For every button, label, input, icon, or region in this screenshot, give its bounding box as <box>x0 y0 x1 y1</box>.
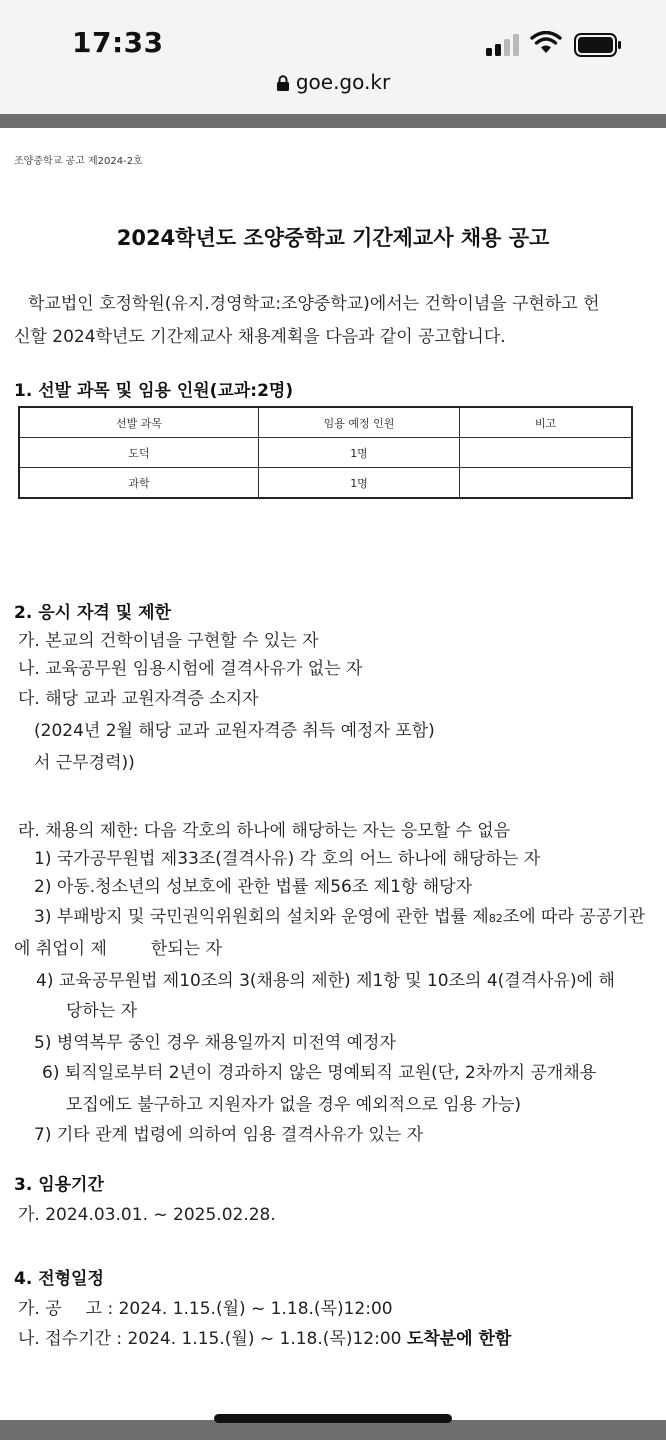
qualification-da-note-2: 서 근무경력)) <box>34 753 135 773</box>
home-indicator[interactable] <box>214 1414 452 1423</box>
table-header: 선발 과목 <box>19 407 259 438</box>
battery-icon <box>574 33 622 57</box>
restriction-ra: 라. 채용의 제한: 다음 각호의 하나에 해당하는 자는 응모할 수 없음 <box>18 821 511 841</box>
table-cell <box>460 468 633 499</box>
restriction-3-cont-b: 한되는 자 <box>150 939 223 959</box>
table-cell: 1명 <box>259 438 460 468</box>
restriction-3-cont-a: 에 취업이 제 <box>14 939 107 959</box>
table-cell <box>460 438 633 468</box>
restriction-1: 1) 국가공무원법 제33조(결격사유) 각 호의 어느 하나에 해당하는 자 <box>34 849 541 869</box>
employment-period: 가. 2024.03.01. ~ 2025.02.28. <box>18 1205 276 1225</box>
restriction-3-cont <box>14 934 222 959</box>
schedule-application <box>18 1324 511 1349</box>
table-row <box>19 468 632 499</box>
restriction-4-cont: 당하는 자 <box>66 1001 138 1021</box>
qualification-ga: 가. 본교의 건학이념을 구현할 수 있는 자 <box>18 631 319 651</box>
schedule-application-note: 도착분에 한함 <box>406 1329 512 1349</box>
restriction-6: 6) 퇴직일로부터 2년이 경과하지 않은 명예퇴직 교원(단, 2차까지 공개채용 <box>42 1063 597 1083</box>
page-bottom-edge <box>0 1420 666 1440</box>
status-bar <box>0 0 666 114</box>
doc-number: 조양중학교 공고 제2024-2호 <box>14 156 143 167</box>
qualification-da-note: (2024년 2월 해당 교과 교원자격증 취득 예정자 포함) <box>34 721 435 741</box>
table-cell: 도덕 <box>19 438 259 468</box>
restriction-5: 5) 병역복무 중인 경우 채용일까지 미전역 예정자 <box>34 1033 396 1053</box>
page-title: 2024학년도 조양중학교 기간제교사 채용 공고 <box>116 226 550 250</box>
restriction-6-cont: 모집에도 불구하고 지원자가 없을 경우 예외적으로 임용 가능) <box>66 1095 522 1115</box>
restriction-4: 4) 교육공무원법 제10조의 3(채용의 제한) 제1항 및 10조의 4(결격사유)에 해 <box>36 971 615 991</box>
restriction-3-article: 82 <box>488 912 503 925</box>
restriction-3 <box>34 902 645 927</box>
cellular-signal-icon <box>486 34 522 56</box>
schedule-notice-label: 가. 공 <box>18 1299 62 1319</box>
section2-heading: 2. 응시 자격 및 제한 <box>14 603 171 623</box>
status-time: 17:33 <box>72 26 164 59</box>
intro-line-2: 신할 2024학년도 기간제교사 채용계획을 다음과 같이 공고합니다. <box>14 327 506 347</box>
table-cell: 1명 <box>259 468 460 499</box>
section4-heading: 4. 전형일정 <box>14 1269 104 1289</box>
table-cell: 과학 <box>19 468 259 499</box>
table-header: 임용 예정 인원 <box>259 407 460 438</box>
schedule-notice <box>18 1294 393 1319</box>
restriction-3-text: 3) 부패방지 및 국민권익위원회의 설치와 운영에 관한 법률 제 <box>34 907 489 927</box>
restriction-3-text-end: 조에 따라 공공기관 <box>502 907 645 927</box>
restriction-7: 7) 기타 관계 법령에 의하여 임용 결격사유가 있는 자 <box>34 1125 424 1145</box>
lock-icon <box>276 75 290 91</box>
section1-heading: 1. 선발 과목 및 임용 인원(교과:2명) <box>14 381 294 401</box>
section3-heading: 3. 임용기간 <box>14 1175 104 1195</box>
intro-paragraph <box>14 288 654 354</box>
document-page <box>0 128 666 1420</box>
qualification-na: 나. 교육공무원 임용시험에 결격사유가 없는 자 <box>18 659 363 679</box>
intro-line-1: 학교법인 호정학원(유지.경영학교:조양중학교)에서는 건학이념을 구현하고 헌 <box>28 294 600 314</box>
qualification-da: 다. 해당 교과 교원자격증 소지자 <box>18 689 259 709</box>
page-top-edge <box>0 114 666 128</box>
wifi-icon <box>530 31 562 55</box>
table-header: 비고 <box>460 407 633 438</box>
selection-table <box>18 406 633 499</box>
schedule-application-text: 나. 접수기간 : 2024. 1.15.(월) ~ 1.18.(목)12:00 <box>18 1329 407 1349</box>
url-text: goe.go.kr <box>295 70 391 94</box>
restriction-2: 2) 아동.청소년의 성보호에 관한 법률 제56조 제1항 해당자 <box>34 877 472 897</box>
address-bar[interactable] <box>0 70 666 94</box>
table-header-row <box>19 407 632 438</box>
table-row <box>19 438 632 468</box>
schedule-notice-value: 고 : 2024. 1.15.(월) ~ 1.18.(목)12:00 <box>85 1299 393 1319</box>
